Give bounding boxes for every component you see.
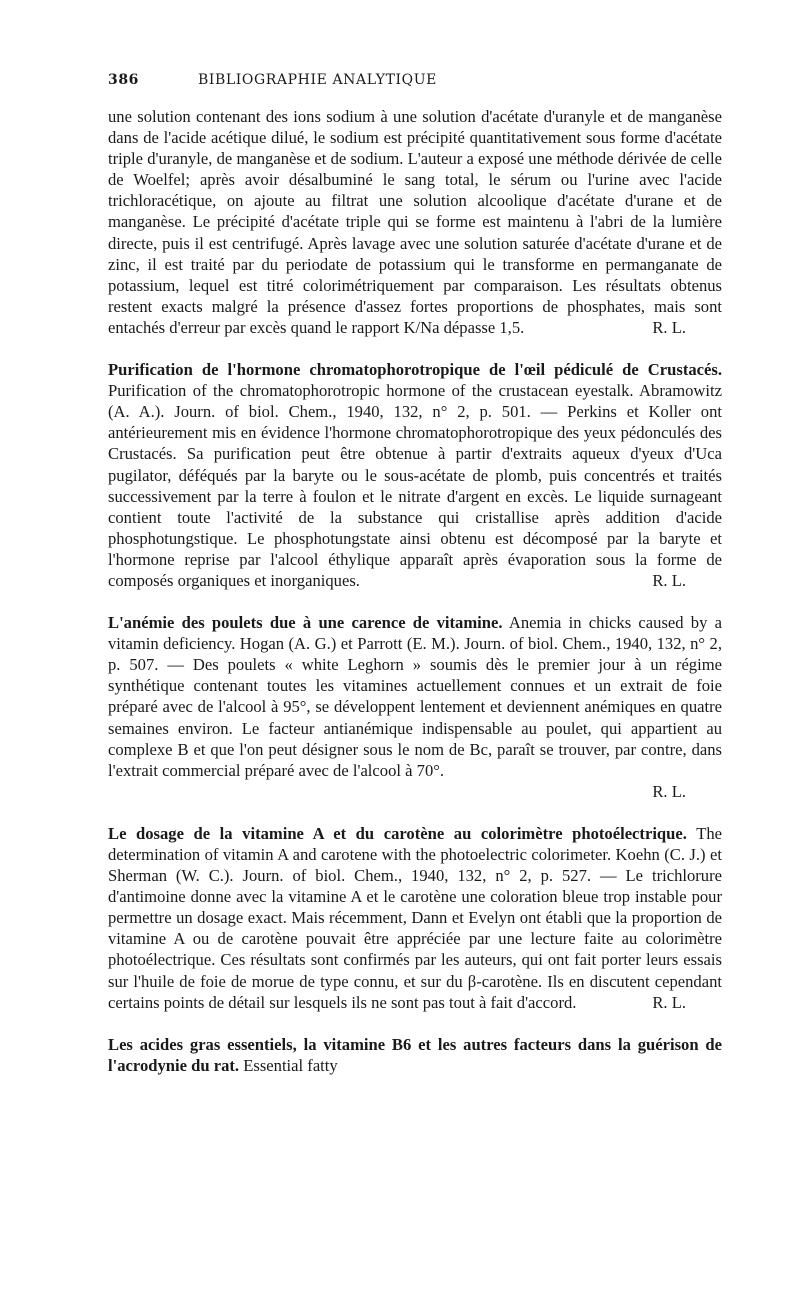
article-vitamin-a-dosage — [108, 823, 722, 1013]
article-hormone-purification — [108, 359, 722, 591]
article-chick-anemia — [108, 612, 722, 802]
article-heading: L'anémie des poulets due à une carence de vitamine. — [108, 613, 503, 633]
article-body: The determination of vitamin A and carotene with the photoelectric colorimeter. Koehn (C. J.) et Sherman (W. C.). Journ. of biol. Chem., 1940, 132, n° 2, p. 527. — Le trichlorure d'antimoine donne avec la vitamine A et le carotène une coloration bleue trop instable pour permettre un dosage exact. Mais récemment, Dann et Evelyn ont établi que la proportion de vitamine A ou de carotène pouvait être appréciée par une lecture faite au colorimètre photoélectrique. Ces résultats sont confirmés par les auteurs, qui ont fait porter leurs essais sur l'huile de foie de morue de type connu, et sur du β-carotène. Ils en discutent cependant certains points de détail sur lesquels ils ne sont pas tout à fait d'accord. — [108, 823, 722, 1012]
article-body: Essential fatty — [243, 1055, 338, 1075]
running-head — [108, 72, 722, 96]
running-title: BIBLIOGRAPHIE ANALYTIQUE — [198, 72, 437, 88]
continuation-paragraph — [108, 106, 722, 338]
article-essential-fatty-acids — [108, 1034, 722, 1076]
page-number: 386 — [108, 72, 140, 88]
article-signature: R. L. — [652, 781, 686, 801]
article-signature: R. L. — [652, 992, 686, 1012]
article-heading: Le dosage de la vitamine A et du carotène au colorimètre photoélectrique. — [108, 823, 687, 843]
article-heading: Purification de l'hormone chromatophorotropique de l'œil pédiculé de Crustacés. — [108, 360, 722, 380]
article-heading: Les acides gras essentiels, la vitamine B6 et les autres facteurs dans la guérison de l'acrodynie du rat. — [108, 1034, 722, 1075]
article-body: Anemia in chicks caused by a vitamin deficiency. Hogan (A. G.) et Parrott (E. M.). Journ. of biol. Chem., 1940, 132, n° 2, p. 507. — Des poulets « white Leghorn » soumis dès le premier jour à un régime synthétique contenant toutes les vitamines actuellement connues et un extrait de foie préparé avec de l'alcool à 95°, se développent lentement et deviennent anémiques en quatre semaines environ. Le facteur antianémique indispensable au poulet, qui appartient au complexe B et que l'on peut désigner sous le nom de Bc, paraît se trouver, par contre, dans l'extrait commercial préparé avec de l'alcool à 70°. — [108, 613, 723, 780]
article-body: Purification of the chromatophorotropic hormone of the crustacean eyestalk. Abramowitz (A. A.). Journ. of biol. Chem., 1940, 132, n° 2, p. 501. — Perkins et Koller ont antérieurement mis en évidence l'hormone chromatophorotropique des yeux pédonculés des Crustacés. Sa purification peut être obtenue à partir d'extraits aqueux d'yeux d'Uca pugilator, déféqués par la baryte ou le sous-acétate de plomb, puis concentrés et traités successivement par la terre à foulon et le nitrate d'argent en excès. Le liquide surnageant contient toute l'activité de la substance qui cristallise après addition d'acide phosphotungstique. Le phosphotungstate ainsi obtenu est décomposé par la baryte et l'hormone reprise par l'alcool éthylique apparaît après évaporation sous la forme de composés organiques et inorganiques. — [108, 381, 722, 590]
continuation-signature: R. L. — [652, 317, 686, 337]
article-signature: R. L. — [652, 570, 686, 590]
continuation-text: une solution contenant des ions sodium à une solution d'acétate d'uranyle et de manganèse dans de l'acide acétique dilué, le sodium est précipité quantitativement sous forme d'acétate triple d'uranyle, de manganèse et de sodium. L'auteur a exposé une méthode dérivée de celle de Woelfel; après avoir désalbuminé le sang total, le sérum ou l'urine avec l'acide trichloracétique, on ajoute au filtrat une solution alcoolique d'acétate d'urane et de manganèse. Le précipité d'acétate triple qui se forme est maintenu à l'abri de la lumière directe, puis il est centrifugé. Après lavage avec une solution saturée d'acétate d'urane et de zinc, il est traité par du periodate de potassium qui le transforme en permanganate de potassium, lequel est titré colorimétriquement par comparaison. Les résultats obtenus restent exacts malgré la présence d'assez fortes proportions de phosphates, mais sont entachés d'erreur par excès quand le rapport K/Na dépasse 1,5. — [108, 107, 722, 337]
